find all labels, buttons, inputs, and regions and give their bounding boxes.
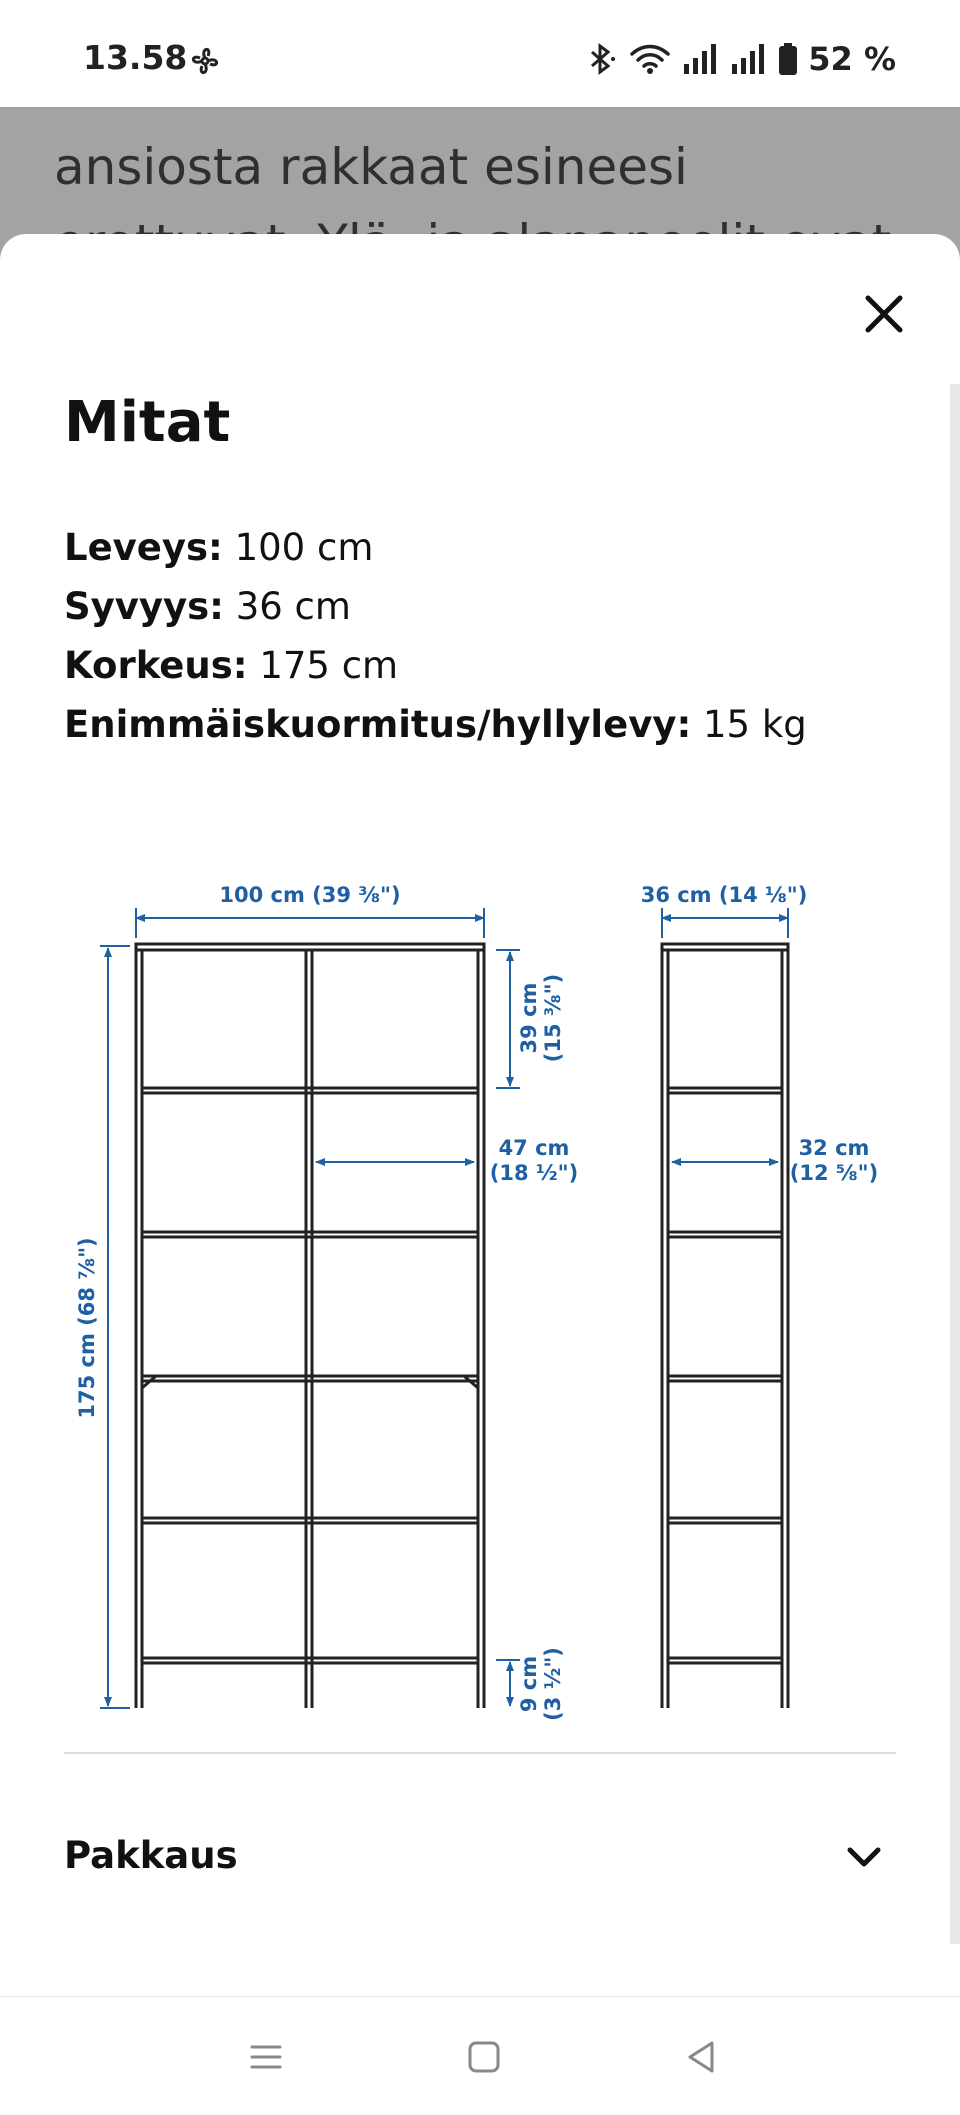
inner-depth-inch-label: (12 ⅝") [789, 1161, 879, 1185]
shelf-gap-label: 39 cm [517, 982, 541, 1054]
signal-icon [730, 42, 768, 76]
spec-row [64, 636, 807, 695]
close-icon[interactable] [856, 286, 912, 342]
front-view-shelf [136, 944, 484, 1663]
divider [64, 1752, 896, 1754]
spec-row [64, 518, 807, 577]
page-title: Mitat [64, 390, 231, 455]
spec-value: 15 kg [703, 703, 807, 746]
side-view-shelf [662, 944, 788, 1708]
navigation-bar [0, 1996, 960, 2115]
wifi-icon [628, 42, 672, 76]
status-bar [0, 0, 960, 107]
depth-dimension-label: 36 cm (14 ⅛") [640, 883, 808, 907]
dimension-diagram [64, 868, 904, 1828]
bluetooth-icon [584, 42, 618, 76]
spec-value: 36 cm [235, 585, 351, 628]
packaging-accordion-label: Pakkaus [64, 1834, 238, 1877]
spec-label: Korkeus: [64, 644, 248, 687]
spec-row [64, 577, 807, 636]
width-dimension-label: 100 cm (39 ⅜") [219, 883, 401, 907]
inner-width-label: 47 cm [498, 1136, 570, 1160]
inner-width-inch-label: (18 ½") [489, 1161, 579, 1185]
home-icon[interactable] [464, 2037, 504, 2077]
spec-label: Enimmäiskuormitus/hyllylevy: [64, 703, 692, 746]
spec-value: 175 cm [259, 644, 399, 687]
height-dimension-label: 175 cm (68 ⅞") [75, 1237, 99, 1419]
inner-depth-label: 32 cm [798, 1136, 870, 1160]
background-page-text: ansiosta rakkaat esineesi [54, 138, 688, 196]
status-icons [584, 40, 896, 78]
fan-icon [188, 44, 222, 78]
dimensions-sheet [0, 234, 960, 2114]
battery-percentage: 52 % [808, 40, 896, 78]
bottom-gap-inch-label: (3 ½") [541, 1647, 565, 1721]
spec-label: Syvyys: [64, 585, 224, 628]
spec-value: 100 cm [234, 526, 374, 569]
battery-icon [778, 42, 798, 76]
scrollbar[interactable] [950, 384, 960, 1944]
packaging-accordion[interactable] [64, 1822, 896, 1892]
dimension-lines [100, 908, 788, 1708]
spec-row [64, 695, 807, 754]
bottom-gap-label: 9 cm [517, 1655, 541, 1713]
chevron-down-icon[interactable] [844, 1842, 884, 1872]
back-icon[interactable] [682, 2037, 722, 2077]
status-time: 13.58 [83, 38, 188, 77]
menu-icon[interactable] [246, 2037, 286, 2077]
shelf-gap-inch-label: (15 ⅜") [541, 973, 565, 1063]
spec-label: Leveys: [64, 526, 223, 569]
signal-icon [682, 42, 720, 76]
spec-list [64, 518, 807, 754]
